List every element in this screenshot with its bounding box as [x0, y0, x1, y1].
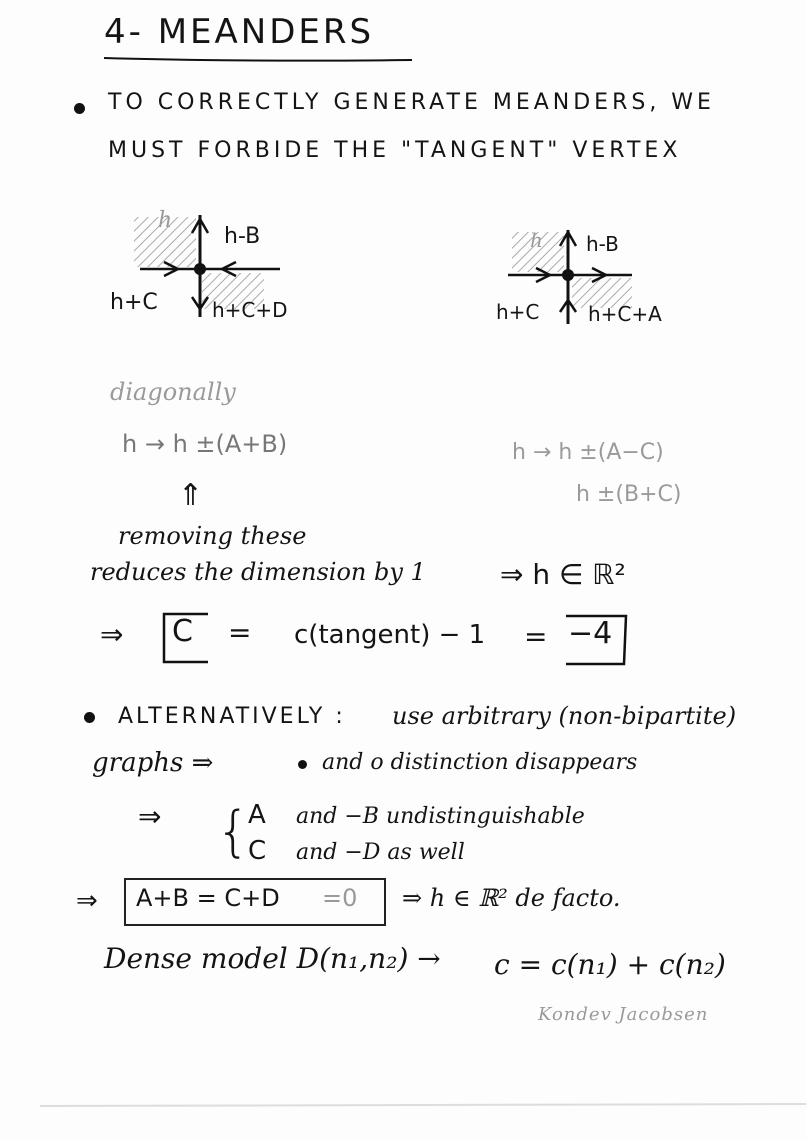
signature: Kondev Jacobsen	[538, 1004, 709, 1025]
pairs-brace: {	[216, 800, 251, 863]
removing-these: removing these	[118, 522, 307, 550]
sum-box-zero: =0	[322, 884, 358, 912]
vertex-left-bl: h+C	[110, 290, 158, 315]
pairs-implies: ⇒	[138, 800, 162, 833]
result-equals2: =	[524, 620, 548, 653]
result-expr: c(tangent) − 1	[294, 620, 486, 650]
result-box-right	[560, 610, 640, 670]
alternatively-text: use arbitrary (non-bipartite)	[392, 702, 737, 730]
filled-dot-symbol	[298, 760, 307, 769]
result-implies: ⇒	[100, 618, 124, 651]
result-c: C	[172, 614, 193, 649]
de-facto-text: ⇒ h ∈ ℝ² de facto.	[402, 884, 621, 912]
bullet-dot-2	[84, 712, 95, 723]
diagonally-label: diagonally	[110, 378, 236, 406]
pair2-b: and −D as well	[296, 840, 465, 865]
page-title: 4- MEANDERS	[104, 12, 375, 52]
reduces-dimension: reduces the dimension by 1	[90, 558, 426, 586]
diag-right-formula2: h ±(B+C)	[576, 482, 682, 507]
implies-h-in-r2: ⇒ h ∈ ℝ²	[500, 558, 626, 591]
pair1-b: and −B undistinguishable	[296, 804, 585, 829]
vertex-left-br: h+C+D	[212, 298, 288, 322]
vertex-right-br: h+C+A	[588, 302, 662, 326]
dense-model-text: Dense model D(n₁,n₂) →	[104, 942, 441, 975]
vertex-right-bl: h+C	[496, 300, 540, 324]
vertex-left-tl: h	[158, 208, 173, 233]
result-equals: =	[228, 616, 252, 649]
pair2-a: C	[248, 836, 267, 866]
diag-right-formula1: h → h ±(A−C)	[512, 440, 664, 465]
bullet-dot	[74, 103, 85, 114]
up-double-arrow: ⇑	[178, 478, 204, 513]
dense-model-formula: c = c(n₁) + c(n₂)	[494, 948, 726, 981]
vertex-left-tr: h-B	[224, 224, 261, 249]
diag-left-formula: h → h ±(A+B)	[122, 430, 288, 458]
distinction-text: and o distinction disappears	[322, 750, 638, 775]
bullet1-line2: MUST FORBIDE THE "TANGENT" VERTEX	[108, 138, 682, 163]
box-implies: ⇒	[76, 886, 98, 916]
title-underline	[0, 0, 806, 80]
vertex-right-tr: h-B	[586, 232, 619, 256]
result-value: −4	[568, 616, 613, 651]
sum-box-text: A+B = C+D	[136, 884, 280, 912]
vertex-right-tl: h	[530, 228, 543, 252]
bullet1-line1: TO CORRECTLY GENERATE MEANDERS, WE	[108, 90, 715, 115]
alternatively-label: ALTERNATIVELY :	[118, 704, 346, 729]
pair1-a: A	[248, 800, 266, 830]
graphs-implies: graphs ⇒	[92, 748, 214, 778]
page-bottom-edge	[0, 1100, 806, 1140]
